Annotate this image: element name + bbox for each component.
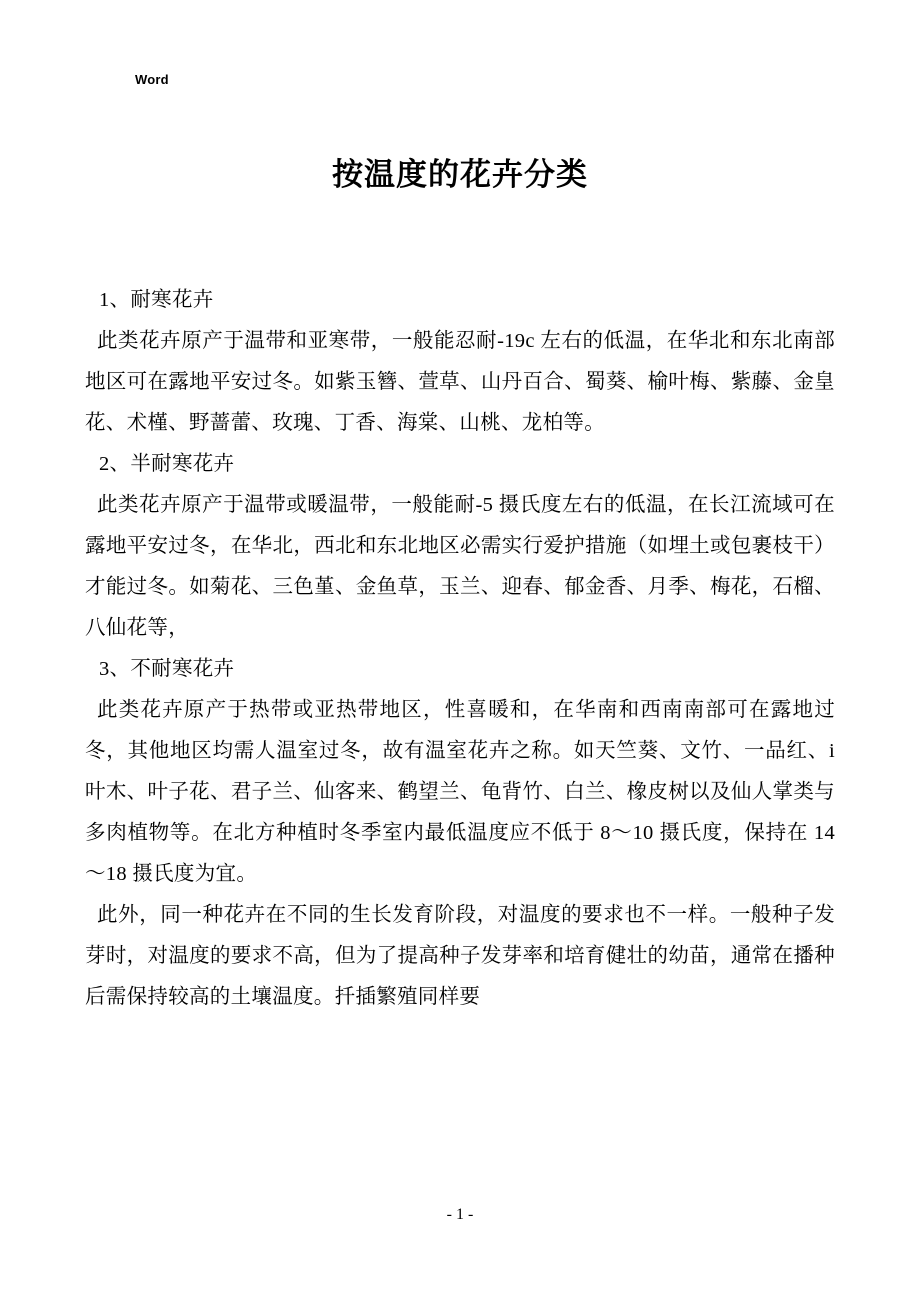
section-text-3: 此类花卉原产于热带或亚热带地区，性喜暖和，在华南和西南南部可在露地过冬，其他地区均需人温室过冬，故有温室花卉之称。如天竺葵、文竹、一品红、i 叶木、叶子花、君子兰、仙客来、鹤望兰、龟背竹、白兰、橡皮树以及仙人掌类与多肉植物等。在北方种植时冬季室内最低温度应不低于 8～10 摄氏度，保持在 14～18 摄氏度为宜。 xyxy=(85,699,835,885)
section-heading-2: 2、半耐寒花卉 xyxy=(99,453,235,475)
section-text-2: 此类花卉原产于温带或暖温带，一般能耐-5 摄氏度左右的低温，在长江流域可在露地平安过冬，在华北，西北和东北地区必需实行爱护措施（如埋土或包裹枝干）才能过冬。如菊花、三色堇、金鱼草，玉兰、迎春、郁金香、月季、梅花，石榴、八仙花等， xyxy=(85,494,835,639)
section-heading-1: 1、耐寒花卉 xyxy=(99,289,214,311)
section-text-1: 此类花卉原产于温带和亚寒带，一般能忍耐-19c 左右的低温，在华北和东北南部地区可在露地平安过冬。如紫玉簪、萱草、山丹百合、蜀葵、榆叶梅、紫藤、金皇花、术槿、野蔷蕾、玫瑰、丁香、海棠、山桃、龙柏等。 xyxy=(85,330,835,434)
page-title: 按温度的花卉分类 xyxy=(332,157,588,192)
header-label: Word xyxy=(135,72,169,87)
page-footer: - 1 - xyxy=(446,1206,474,1223)
document-body xyxy=(85,280,835,1018)
section-heading-3: 3、不耐寒花卉 xyxy=(99,658,235,680)
section-text-4: 此外，同一种花卉在不同的生长发育阶段，对温度的要求也不一样。一般种子发芽时，对温度的要求不高，但为了提高种子发芽率和培育健壮的幼苗，通常在播种后需保持较高的土壤温度。扦插繁殖同样要 xyxy=(85,904,835,1008)
